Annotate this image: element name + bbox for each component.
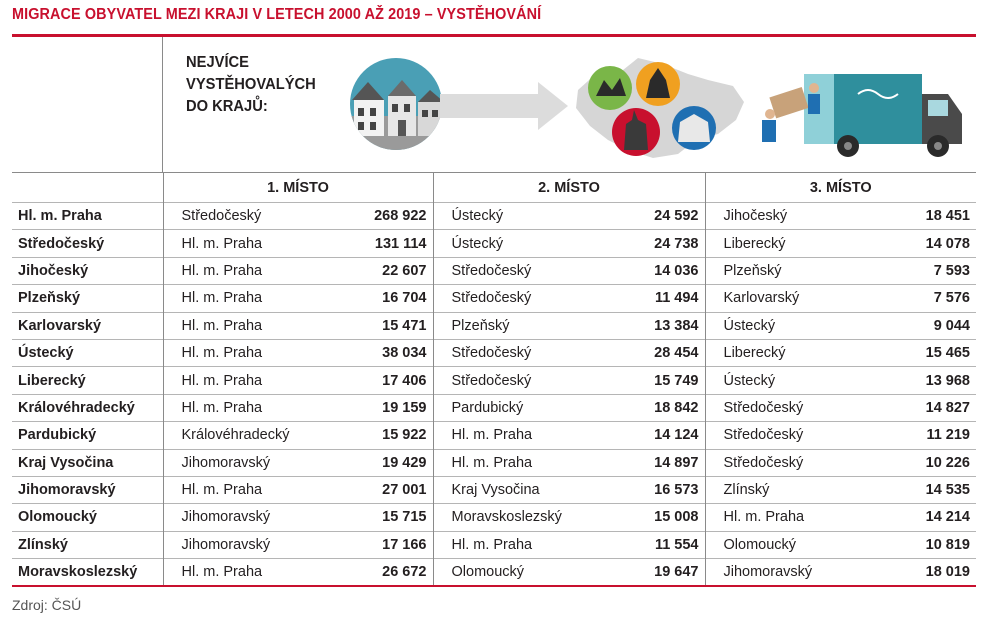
rank1-region: Hl. m. Praha xyxy=(163,559,333,586)
region-name: Liberecký xyxy=(18,372,86,389)
rank2-value: 14 897 xyxy=(654,454,699,471)
rank2-value: 14 036 xyxy=(654,262,699,279)
rank2-region: Plzeňský xyxy=(433,312,603,339)
region-name: Hl. m. Praha xyxy=(18,208,102,225)
rank2-value: 24 738 xyxy=(654,235,699,252)
rank2-value: 16 573 xyxy=(654,482,699,499)
rank1-region: Jihomoravský xyxy=(163,504,333,531)
region-name: Plzeňský xyxy=(18,290,81,307)
rank3-value: 15 465 xyxy=(925,345,970,362)
empty-header xyxy=(12,173,163,203)
rank2-region: Středočeský xyxy=(433,339,603,366)
rank2-value: 15 008 xyxy=(654,509,699,526)
rank3-region: Hl. m. Praha xyxy=(705,504,875,531)
rank1-region: Hl. m. Praha xyxy=(163,230,333,257)
rank3-region: Středočeský xyxy=(705,394,875,421)
rank3-value: 14 827 xyxy=(925,399,970,416)
rank1-region: Královéhradecký xyxy=(163,422,333,449)
rank2-region: Moravskoslezský xyxy=(433,504,603,531)
rank3-region: Středočeský xyxy=(705,422,875,449)
table-row xyxy=(12,339,976,366)
czech-map-cities-icon xyxy=(568,50,748,168)
table-row xyxy=(12,559,976,586)
rank2-value: 28 454 xyxy=(654,345,699,362)
rank1-value: 15 922 xyxy=(382,427,427,444)
region-name: Jihočeský xyxy=(18,262,89,279)
region-name: Ústecký xyxy=(18,345,74,362)
header-rank-1: 1. MÍSTO xyxy=(163,173,433,203)
rank2-value: 13 384 xyxy=(654,317,699,334)
rank3-value: 11 219 xyxy=(926,427,970,444)
rank3-value: 14 535 xyxy=(925,482,970,499)
region-name: Pardubický xyxy=(18,427,97,444)
rank3-value: 10 819 xyxy=(925,536,970,553)
rank1-region: Hl. m. Praha xyxy=(163,285,333,312)
rank3-value: 14 214 xyxy=(925,509,970,526)
rank3-region: Středočeský xyxy=(705,449,875,476)
rank3-value: 18 019 xyxy=(925,564,970,581)
rank1-value: 17 406 xyxy=(382,372,427,389)
table-row xyxy=(12,531,976,558)
rank1-region: Jihomoravský xyxy=(163,449,333,476)
rank2-value: 18 842 xyxy=(654,399,699,416)
migration-table xyxy=(12,172,976,587)
rank1-region: Hl. m. Praha xyxy=(163,312,333,339)
table-row xyxy=(12,476,976,503)
rank3-region: Zlínský xyxy=(705,476,875,503)
rank3-region: Jihočeský xyxy=(705,203,875,230)
rank3-region: Jihomoravský xyxy=(705,559,875,586)
rank1-region: Hl. m. Praha xyxy=(163,394,333,421)
rank2-region: Ústecký xyxy=(433,230,603,257)
rank2-region: Hl. m. Praha xyxy=(433,422,603,449)
rank2-region: Hl. m. Praha xyxy=(433,449,603,476)
title-rule xyxy=(12,34,976,37)
village-houses-icon xyxy=(348,56,444,152)
region-name: Moravskoslezský xyxy=(18,564,138,581)
table-row xyxy=(12,394,976,421)
region-name: Královéhradecký xyxy=(18,399,135,416)
region-name: Zlínský xyxy=(18,536,68,553)
header-rank-2: 2. MÍSTO xyxy=(433,173,705,203)
rank2-value: 15 749 xyxy=(654,372,699,389)
rank1-region: Hl. m. Praha xyxy=(163,257,333,284)
rank3-region: Olomoucký xyxy=(705,531,875,558)
rank2-value: 24 592 xyxy=(654,208,699,225)
region-name: Karlovarský xyxy=(18,317,102,334)
rank1-value: 16 704 xyxy=(382,290,427,307)
table-row xyxy=(12,367,976,394)
rank2-region: Pardubický xyxy=(433,394,603,421)
intro-text: NEJVÍCE VYSTĚHOVALÝCH DO KRAJŮ: xyxy=(186,54,316,115)
table-row xyxy=(12,257,976,284)
table-row xyxy=(12,422,976,449)
rank2-region: Ústecký xyxy=(433,203,603,230)
rank3-value: 7 576 xyxy=(933,290,970,307)
rank1-value: 19 159 xyxy=(382,399,427,416)
rank3-value: 18 451 xyxy=(925,208,970,225)
rank3-value: 10 226 xyxy=(925,454,970,471)
rank2-region: Středočeský xyxy=(433,367,603,394)
header-divider xyxy=(162,37,163,172)
rank2-region: Olomoucký xyxy=(433,559,603,586)
region-name: Jihomoravský xyxy=(18,482,116,499)
rank1-value: 19 429 xyxy=(382,454,427,471)
rank2-region: Středočeský xyxy=(433,257,603,284)
header-rank-3: 3. MÍSTO xyxy=(705,173,976,203)
rank2-value: 19 647 xyxy=(654,564,699,581)
moving-truck-icon xyxy=(748,58,970,160)
region-name: Kraj Vysočina xyxy=(18,454,114,471)
table-row xyxy=(12,504,976,531)
table-row xyxy=(12,449,976,476)
table-row xyxy=(12,230,976,257)
rank1-region: Hl. m. Praha xyxy=(163,476,333,503)
rank3-value: 7 593 xyxy=(933,262,970,279)
rank1-value: 27 001 xyxy=(382,482,427,499)
rank3-region: Ústecký xyxy=(705,367,875,394)
rank2-value: 11 554 xyxy=(654,536,699,553)
rank3-region: Ústecký xyxy=(705,312,875,339)
rank3-region: Karlovarský xyxy=(705,285,875,312)
region-name: Středočeský xyxy=(18,235,105,252)
rank3-value: 14 078 xyxy=(925,235,970,252)
source-note: Zdroj: ČSÚ xyxy=(12,597,82,613)
rank2-region: Hl. m. Praha xyxy=(433,531,603,558)
arrow-right-icon xyxy=(440,82,570,130)
rank3-value: 9 044 xyxy=(933,317,970,334)
rank2-region: Středočeský xyxy=(433,285,603,312)
page-title: MIGRACE OBYVATEL MEZI KRAJI V LETECH 2000 AŽ 2019 – VYSTĚHOVÁNÍ xyxy=(12,6,542,23)
rank1-value: 26 672 xyxy=(382,564,427,581)
table-row xyxy=(12,203,976,230)
rank1-value: 15 471 xyxy=(382,317,427,334)
rank1-region: Středočeský xyxy=(163,203,333,230)
rank1-region: Jihomoravský xyxy=(163,531,333,558)
region-name: Olomoucký xyxy=(18,509,97,526)
rank2-value: 11 494 xyxy=(654,290,699,307)
rank3-region: Plzeňský xyxy=(705,257,875,284)
rank2-region: Kraj Vysočina xyxy=(433,476,603,503)
rank1-value: 131 114 xyxy=(374,235,427,252)
rank1-value: 15 715 xyxy=(382,509,427,526)
table-header-row xyxy=(12,173,976,203)
rank1-value: 17 166 xyxy=(382,536,427,553)
rank1-region: Hl. m. Praha xyxy=(163,339,333,366)
rank3-region: Liberecký xyxy=(705,230,875,257)
rank1-region: Hl. m. Praha xyxy=(163,367,333,394)
rank3-region: Liberecký xyxy=(705,339,875,366)
table-row xyxy=(12,285,976,312)
rank3-value: 13 968 xyxy=(925,372,970,389)
table-row xyxy=(12,312,976,339)
rank1-value: 268 922 xyxy=(374,208,427,225)
rank1-value: 38 034 xyxy=(382,345,427,362)
rank1-value: 22 607 xyxy=(382,262,427,279)
rank2-value: 14 124 xyxy=(654,427,699,444)
